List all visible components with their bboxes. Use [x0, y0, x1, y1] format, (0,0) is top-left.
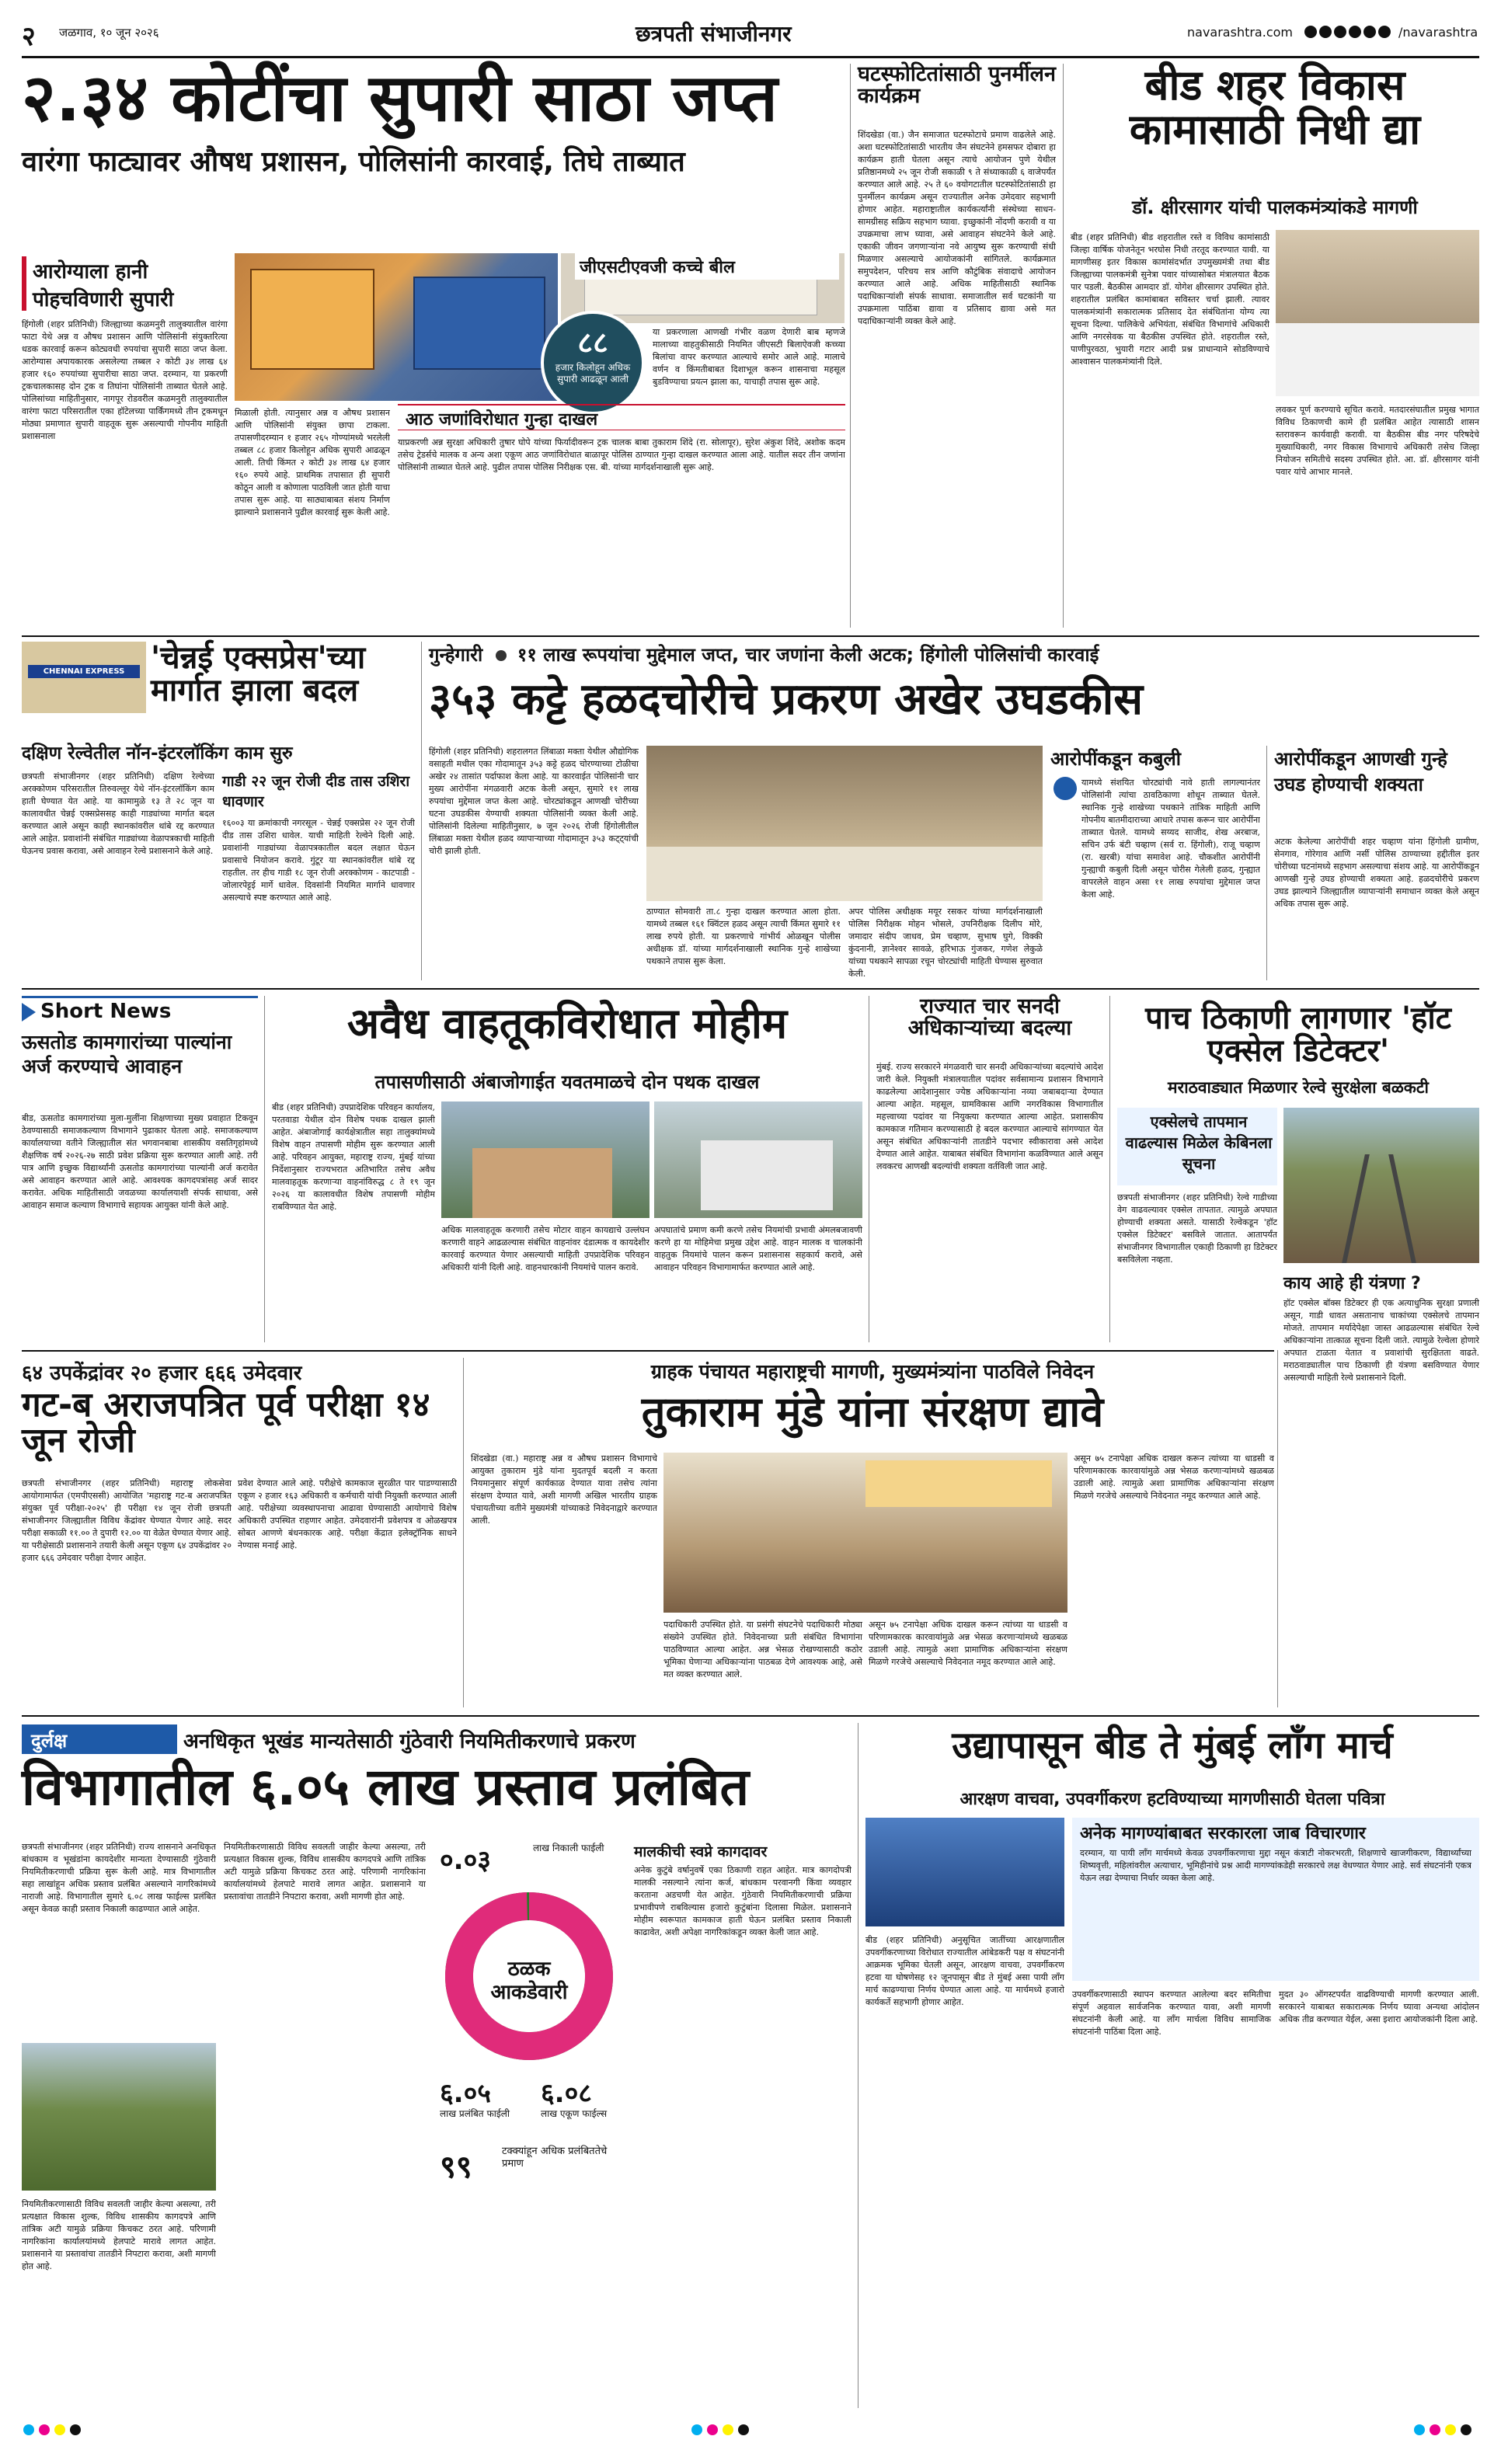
- badge-text: हजार किलोहून अधिक सुपारी आढळून आली: [555, 362, 631, 385]
- beed-photo: [1276, 230, 1479, 396]
- land-col-1: छत्रपती संभाजीनगर (शहर प्रतिनिधी) राज्य शासनाने अनधिकृत बांधकाम व भूखंडांना कायदेशीर मान्यता देण्यासाठी गुंठेवारी नियमितीकरणाची प्रक्रिया सुरू केली आहे. मात्र विभागातील सहा लाखांहून अधिक प्रस्ताव प्रलंबित असल्याने नागरिकांमध्ये नाराजी आहे. विभागातील सुमारे ६.०८ लाख फाईल्स प्रलंबित असून केवळ काही प्रस्ताव निकाली काढण्यात आले आहेत.: [22, 1842, 216, 1914]
- box2-head: आरोपींकडून आणखी गुन्हे उघड होण्याची शक्यता: [1274, 748, 1447, 795]
- registration-marks-left: [23, 2424, 85, 2438]
- exam-headline: गट-ब अराजपत्रित पूर्व परीक्षा १४ जून रोजी: [22, 1385, 430, 1461]
- march-col-3: मुदत ३० ऑगस्टपर्यंत वाढविण्याची मागणी करण्यात आली. सरकारने याबाबत सकारात्मक निर्णय घ्यावा अन्यथा आंदोलन अधिक तीव्र करण्यात येईल, असा इशारा आयोजकांनी दिला आहे.: [1279, 1989, 1479, 2024]
- axle-subhead: मराठवाड्यात मिळणार रेल्वे सुरक्षेला बळकटी: [1168, 1078, 1429, 1097]
- crime-caption: ठाण्यात सोमवारी ता.८ गुन्हा दाखल करण्यात आला होता. यामध्ये तब्बल १६१ क्विंटल हळद असून त्याची किंमत सुमारे ११ लाख रुपये होती. या प्रकरणाचे गांभीर्य ओळखून पोलीस अधीक्षक डॉ. यांच्या मार्गदर्शनाखाली स्थानिक गुन्हे शाखेच्या पथकाने तपास सुरू केला.: [646, 907, 841, 966]
- transport-col-3: अपघातांचे प्रमाण कमी करणे तसेच नियमांची प्रभावी अंमलबजावणी करणे हा या मोहिमेचा प्रमुख उद्देश आहे. वाहन मालक व चालकांनी वाहतुक नियमांचे पालन करून प्रशासनास सहकार्य करावे, असे आवाहन परिवहन विभागामार्फत करण्यात आले आहे.: [654, 1225, 862, 1272]
- magenta-dot: [1430, 2424, 1440, 2435]
- threads-icon[interactable]: [1349, 26, 1361, 38]
- chennai-subhead: दक्षिण रेल्वेतील नॉन-इंटरलॉकिंग काम सुरु: [22, 743, 293, 764]
- stat3-value: ६.०८: [541, 2078, 592, 2109]
- crime-strap-kicker: गुन्हेगारी: [429, 644, 483, 666]
- march-col-1: बीड (शहर प्रतिनिधी) अनुसूचित जातींच्या आरक्षणातील उपवर्गीकरणाच्या विरोधात राज्यातील आंबेडकरी पक्ष व संघटनांनी आक्रमक भूमिका घेतली असून, आरक्षण वाचवा, उपवर्गीकरण हटवा या घोषणेसह १२ जूनपासून बीड ते मुंबई असा पायी लाँग मार्च काढण्याचा निर्णय घेण्यात आला आहे. या मार्चमध्ये हजारो कार्यकर्ते सहभागी होणार आहेत.: [865, 1935, 1064, 2007]
- yellow-dot: [1445, 2424, 1456, 2435]
- short-news-label-box: [22, 996, 258, 1022]
- badge-number: ८८: [577, 325, 608, 360]
- crime-col-2: अपर पोलिस अधीक्षक मयूर रसकर यांच्या मार्गदर्शनाखाली पोलिस निरीक्षक मोहन भोसले, उपनिरीक्षक दिलीप मोरे, जमादार संदीप जाधव, प्रेम चव्हाण, सुभाष घुगे, विक्की कुंदनानी, ज्ञानेश्वर सावळे, हरिभाऊ गुंजकर, गणेश लेकुळे यांच्या पथकाने सापळा रचून चोरट्यांची माहिती घेण्यास सुरुवात केली.: [848, 907, 1043, 979]
- podium-banner: [865, 1460, 1052, 1507]
- cyan-dot: [1414, 2424, 1425, 2435]
- axle-body: छत्रपती संभाजीनगर (शहर प्रतिनिधी) रेल्वे गाडीच्या वेग वाढवल्यावर एक्सेल तापतात. त्यामुळे अपघात होण्याची शक्यता असते. यासाठी रेल्वेकडून 'हॉट एक्सेल डिटेक्टर' बसविले जातात. आतापर्यंत संभाजीनगर विभागातील एकाही ठिकाणी हा डिटेक्टर बसविलेला नव्हता.: [1117, 1192, 1277, 1265]
- stat4-label: टक्क्यांहून अधिक प्रलंबिततेचे प्रमाण: [502, 2146, 608, 2170]
- x-icon[interactable]: [1319, 26, 1332, 38]
- exam-kicker: ६४ उपकेंद्रांवर २० हजार ६६६ उमेदवार: [22, 1362, 302, 1385]
- stat1-value: ०.०३: [440, 1845, 491, 1876]
- rail-left: [1342, 1154, 1370, 1263]
- chennai-col-2: १६००३ या क्रमांकाची नगरसूल - चेन्नई एक्सप्रेस २२ जून रोजी दीड तास उशिरा धावेल. याची माहिती रेल्वेने दिली आहे. प्रवाशांनी गाड्यांच्या वेळापत्रकातील बदल लक्षात घेऊन प्रवासाचे नियोजन करावे. गुंटूर या स्थानकांवरील थांबे रद्द राहतील. तर हीच गाडी १८ जून रोजी अरक्कोणम - काटपाडी - जोलारपेट्टई मार्गे धावेल. दिवसांनी नियमित मार्गाने धावणार असल्याचे स्पष्ट करण्यात आले आहे.: [222, 818, 415, 903]
- chennai-photo: [22, 642, 146, 713]
- box2-body: अटक केलेल्या आरोपींची शहर चव्हाण यांना हिंगोली ग्रामीण, सेनगाव, गोरेगाव आणि नर्सी पोलिस ठाण्याच्या हद्दीतील इतर चोरीच्या घटनांमध्ये सहभाग असल्याचा संशय आहे. या आरोपींकडून आणखी गुन्हे उघड होण्याची शक्यता आहे. हळदचोरीचे प्रकरण उघड झाल्याने जिल्ह्यातील व्यापाऱ्यांनी समाधान व्यक्त केले असून अधिक तपास सुरू आहे.: [1274, 837, 1479, 909]
- beed-subhead: डॉ. क्षीरसागर यांची पालकमंत्र्यांकडे मागणी: [1132, 197, 1418, 218]
- masthead: [22, 17, 1479, 56]
- section-rule: [22, 1715, 1479, 1717]
- mundhe-headline: तुकाराम मुंडे यांना संरक्षण द्यावे: [641, 1387, 1104, 1436]
- col-divider: [421, 642, 422, 980]
- transport-subhead: तपासणीसाठी अंबाजोगाईत यवतमाळचे दोन पथक दाखल: [374, 1071, 760, 1093]
- youtube-icon[interactable]: [1363, 26, 1376, 38]
- section-title: छत्रपती संभाजीनगर: [636, 21, 792, 47]
- rail-right: [1388, 1154, 1416, 1263]
- crime-col-1: हिंगोली (शहर प्रतिनिधी) शहरालगत लिंबाळा मक्ता येथील औद्योगिक वसाहती मधील एका गोदामातून ३५३ कट्टे हळद चोरण्याच्या टोळीचा अखेर २४ तासांत पर्दाफाश केला आहे. या कारवाईत पोलिसांनी चार मुख्य आरोपींना मंगळवारी अटक केली असून, सुमारे ११ लाख रुपयांचा मुद्देमाल जप्त केला आहे. चोरट्यांकडून आणखी चोरीच्या घटना उघडकीस येण्याची शक्यता पोलिसांनी व्यक्त केली आहे. पोलिसांनी दिलेल्या माहितीनुसार, ७ जून २०२६ रोजी हिंगोलीतील लिंबाळा मक्ता येथील हळद व्यापाऱ्याच्या गोदामातून ३५३ कट्ट्यांची चोरी झाली होती.: [429, 747, 639, 856]
- land-strap: अनधिकृत भूखंड मान्यतेसाठी गुंठेवारी नियमितीकरणाचे प्रकरण: [183, 1730, 636, 1753]
- col-divider: [1109, 996, 1110, 1342]
- vehicle: [701, 1140, 833, 1210]
- chennai-headline: 'चेन्नई एक्सप्रेस'च्या मार्गात झाला बदल: [151, 640, 366, 708]
- registration-marks-center: [691, 2424, 754, 2438]
- instagram-icon[interactable]: [1334, 26, 1346, 38]
- meeting-table: [1276, 323, 1479, 396]
- transport-photo-1: [441, 1101, 650, 1218]
- exam-col-2: प्रवेश देण्यात आले आहे. परीक्षेचे कामकाज सुरळीत पार पाडण्यासाठी एकूण २ हजार १६३ अधिकारी व कर्मचारी यांची नियुक्ती करण्यात आली आहे. परीक्षेच्या व्यवस्थापनाचा आढावा घेण्यासाठी आयोगाचे विशेष अधिकारी उपस्थित राहणार आहेत. उमेदवारांनी प्रवेशपत्र व ओळखपत्र सोबत आणणे बंधनकारक आहे. परीक्षा केंद्रात इलेक्ट्रॉनिक साधने नेण्यास मनाई आहे.: [238, 1478, 457, 1550]
- lead-photo-truck: [235, 253, 558, 401]
- divorce-body: शिंदखेडा (वा.) जैन समाजात घटस्फोटाचे प्रमाण वाढलेले आहे. अशा घटस्फोटितांसाठी भारतीय जैन संघटनेने हमसफर दोबारा हा कार्यक्रम हाती घेतला असून त्याचे आयोजन पुणे येथील प्रतिष्ठानमध्ये २५ जून रोजी सकाळी ९ ते संध्याकाळी ६ वाजेपर्यंत करण्यात आले आहे. २५ ते ६० वयोगटातील घटस्फोटितांसाठी हा पुनर्मीलन कार्यक्रम असून राज्यातील अनेक उमेदवार सहभागी होणार आहेत. महाराष्ट्रातील कार्यकर्त्यांनी संस्थेच्या साधन-सामग्रीसह सक्रिय सहभाग घ्यावा. इच्छुकांनी नोंदणी करावी व या उपक्रमाचा लाभ घ्यावा, असे आवाहन संघटनेने केले आहे. एकाकी जीवन जगणाऱ्यांना नवे आयुष्य सुरू करण्याची संधी मिळणार असल्याचे आयोजकांनी सांगितले. कार्यक्रमात समुपदेशन, परिचय सत्र आणि कौटुंबिक संवादाचे आयोजन करण्यात आले आहे. अधिक माहितीसाठी स्थानिक पदाधिकाऱ्यांशी संपर्क साधावा. समाजातील सर्व घटकांनी या उपक्रमाला पाठिंबा द्यावा व प्रतिसाद द्यावा असे मत पदाधिकाऱ्यांनी व्यक्त केले आहे.: [858, 130, 1056, 326]
- section-rule: [22, 988, 1479, 990]
- social-handle[interactable]: /navarashtra: [1398, 25, 1478, 40]
- yellow-dot: [723, 2424, 733, 2435]
- land-side-head: मालकीची स्वप्ने कागदावर: [634, 1843, 768, 1860]
- chennai-sign: CHENNAI EXPRESS: [28, 665, 140, 678]
- black-dot: [70, 2424, 81, 2435]
- short-news-headline: ऊसतोड कामगारांच्या पाल्यांना अर्ज करण्याचे आवाहन: [22, 1031, 232, 1077]
- cyan-dot: [23, 2424, 34, 2435]
- lead-col-2: मिळाली होती. त्यानुसार अन्न व औषध प्रशासन आणि पोलिसांनी संयुक्त छापा टाकला. तपासणीदरम्यान १ हजार २६५ गोण्यांमध्ये भरलेली तब्बल ८८ हजार किलोहून अधिक सुपारी आढळून आली. तिची किंमत २ कोटी ३४ लाख ६४ हजार १६० रुपये आहे. प्राथमिक तपासात ही सुपारी कोठून आली व कोणाला पाठविली जात होती याचा तपास सुरू आहे. या साठ्याबाबत संशय निर्माण झाल्याने प्रशासनाने पुढील कारवाई सुरू केली आहे.: [235, 408, 390, 517]
- mundhe-col-2: पदाधिकारी उपस्थित होते. या प्रसंगी संघटनेचे पदाधिकारी मोठ्या संख्येने उपस्थित होते. निवेदनाच्या प्रती संबंधित विभागांना पाठविण्यात आल्या आहेत. अन्न भेसळ रोखण्यासाठी कठोर भूमिका घेणाऱ्या अधिकाऱ्यांना पाठबळ देणे आवश्यक आहे, असे मत व्यक्त करण्यात आले.: [663, 1620, 862, 1679]
- magenta-dot: [39, 2424, 50, 2435]
- col-divider: [1277, 1350, 1278, 1707]
- lead-kicker-1: आरोग्याला हानी: [33, 260, 148, 284]
- axle-col-2: हॉट एक्सेल बॉक्स डिटेक्टर ही एक अत्याधुनिक सुरक्षा प्रणाली असून, गाडी धावत असतानाच चाकांच्या एक्सेलचे तापमान मोजते. तापमान मर्यादेपेक्षा जास्त आढळल्यास संबंधित रेल्वे अधिकाऱ्यांना तात्काळ सूचना दिली जाते. त्यामुळे रेल्वेला होणारे अपघात टाळता येतात व प्रवाशांची सुरक्षितता वाढते. मराठवाड्यातील पाच ठिकाणी ही यंत्रणा बसविण्यात येणार असल्याची माहिती रेल्वे प्रशासनाने दिली.: [1283, 1298, 1479, 1383]
- exam-col-1: छत्रपती संभाजीनगर (शहर प्रतिनिधी) महाराष्ट्र लोकसेवा आयोगामार्फत (एमपीएससी) आयोजित 'महाराष्ट्र गट-ब अराजपत्रित संयुक्त पूर्व परीक्षा-२०२५' ही परीक्षा १४ जून रोजी छत्रपती संभाजीनगर जिल्ह्यातील विविध केंद्रांवर घेण्यात येणार आहे. सदर परीक्षा सकाळी ११.०० ते दुपारी १२.०० या वेळेत घेण्यात येणार आहे. या परीक्षेसाठी प्रशासनाने तयारी केली असून एकूण ६४ उपकेंद्रांवर २० हजार ६६६ उमेदवार परीक्षा देणार आहेत.: [22, 1478, 232, 1563]
- bullet-icon: [496, 650, 507, 661]
- truck-body-2: [413, 277, 545, 370]
- beed-col-2: लवकर पूर्ण करण्याचे सूचित करावे. मतदारसंघातील प्रमुख भागात विविध ठिकाणची कामे ही प्रलंबित आहेत त्यासाठी शासन स्तरावरून कार्यवाही करावी. या बैठकीस बीड नगर परिषदेचे मुख्याधिकारी, नगर विकास विभागाचे अधिकारी तसेच जिल्हा नियोजन समितीचे सदस्य उपस्थित होते. आ. डॉ. क्षीरसागर यांनी पवार यांचे आभार मानले.: [1276, 405, 1479, 477]
- chennai-col2-head: गाडी २२ जून रोजी दीड तास उशिरा धावणार: [222, 773, 410, 810]
- beed-col-1: बीड (शहर प्रतिनिधी) बीड शहरातील रस्ते व विविध कामांसाठी जिल्हा वार्षिक योजनेतून भरघोस निधी तरतूद करण्यात यावी. या मागणीसह इतर विकास कामांसंदर्भात उपमुख्यमंत्री तथा बीड जिल्ह्याच्या पालकमंत्री सुनेत्रा पवार यांच्यासोबत मंत्रालयात बैठक पार पडली. बैठकीस आमदार डॉ. योगेश क्षीरसागर उपस्थित होते. शहरातील प्रलंबित कामांबाबत सविस्तर चर्चा झाली. त्यावर पालकमंत्र्यांनी सकारात्मक प्रतिसाद देत संबंधितांना योग्य त्या सूचना दिल्या. पालिकेचे अभियंता, संबंधित विभागांचे अधिकारी आणि नगरसेवक या बैठकीस उपस्थित होते. शहरातील रस्ते, पाणीपुरवठा, भुयारी गटार आदी प्रश्न प्राधान्याने सोडविण्याचे आश्वासन पालकमंत्र्यांनी दिले.: [1071, 232, 1269, 367]
- transport-col-2: अधिक मालवाहतूक करणारी तसेच मोटार वाहन कायद्याचे उल्लंघन करणारी वाहने आढळल्यास संबंधित वाहनांवर दंडात्मक व कायदेशीर कारवाई करण्यात येणार असल्याची माहिती उपप्रादेशिक परिवहन अधिकारी यांनी दिली आहे. वाहनधारकांनी नियमांचे पालन करावे.: [441, 1225, 650, 1272]
- yellow-dot: [54, 2424, 65, 2435]
- site-url[interactable]: navarashtra.com: [1187, 25, 1293, 40]
- social-icons[interactable]: [1302, 23, 1391, 38]
- mundhe-col-4: असून ७५ टनापेक्षा अधिक दाखल करून त्यांच्या या धाडसी व परिणामकारक कारवायांमुळे अन्न भेसळ करणाऱ्यांमध्ये खळबळ उडाली आहे. त्यामुळे अशा प्रामाणिक अधिकाऱ्यांना संरक्षण मिळणे गरजेचे असल्याचे निवेदनात नमूद करण्यात आले आहे.: [1074, 1453, 1274, 1501]
- axle-headline: पाच ठिकाणी लागणार 'हॉट एक्सेल डिटेक्टर': [1145, 1001, 1451, 1069]
- lead-col-1: हिंगोली (शहर प्रतिनिधी) जिल्ह्याच्या कळमनुरी तालुक्यातील वारंगा फाटा येथे अन्न व औषध प्रशासन आणि पोलिसांनी संयुक्तरित्या धडक कारवाई करून कोट्यवधी रुपयांचा सुपारी साठा जप्त केला. आरोग्यास अपायकारक असलेल्या तब्बल २ कोटी ३४ लाख ६४ हजार १६० रुपयांच्या सुपारीचा साठा जप्त. दरम्यान, या प्रकरणी ट्रकचालकासह दोन ट्रक व तिघांना पोलिसांनी ताब्यात घेतले आहे. पोलिसांच्या माहितीनुसार, नागपूर रोडवरील कळमनुरी तालुक्यातील वारंगा फाटा परिसरातील एका हॉटेलच्या पार्किंगमध्ये तीन ट्रकमधून मोठ्या प्रमाणात सुपारी वाहतूक सुरू असल्याची गोपनीय माहिती प्रशासनाला: [22, 319, 228, 441]
- masthead-rule: [22, 56, 1479, 58]
- lead-subhead: वारंगा फाट्यावर औषध प्रशासन, पोलिसांनी कारवाई, तिघे ताब्यात: [22, 146, 685, 178]
- land-infographic: [432, 1841, 626, 2408]
- black-dot: [1461, 2424, 1471, 2435]
- axle-q-head: काय आहे ही यंत्रणा ?: [1283, 1274, 1421, 1293]
- sub-body: याप्रकरणी अन्न सुरक्षा अधिकारी तुषार घोपे यांच्या फिर्यादीवरून ट्रक चालक बाबा तुकाराम शिंदे (रा. सोलापूर), सुरेश अंकुश शिंदे, अशोक कदम तसेच ट्रेडर्सचे मालक व अन्य अशा एकूण आठ जणांविरोधात बाळापूर पोलिस ठाण्यात गुन्हा दाखल करण्यात आला आहे. यातील सदर तीन जणांना पोलिसांनी ताब्यात घेतले आहे. पुढील तपास पोलिस निरीक्षक एस. बी. यांच्या मार्गदर्शनाखाली सुरू आहे.: [398, 437, 845, 472]
- page-number: २: [22, 21, 36, 52]
- facebook-icon[interactable]: [1304, 26, 1317, 38]
- col-divider: [1063, 64, 1064, 628]
- magenta-dot: [707, 2424, 718, 2435]
- mundhe-col-1: शिंदखेडा (वा.) महाराष्ट्र अन्न व औषध प्रशासन विभागाचे आयुक्त तुकाराम मुंडे यांना मुदतपूर्व बदली न करता नियमानुसार संपूर्ण कार्यकाळ देण्यात यावा तसेच त्यांना संरक्षण देण्यात यावे, अशी मागणी अखिल भारतीय ग्राहक पंचायतीच्या वतीने मुख्यमंत्री यांच्याकडे निवेदनाद्वारे करण्यात आली.: [471, 1453, 657, 1526]
- railway-photo: [1283, 1108, 1479, 1263]
- box1-head: आरोपींकडून कबुली: [1050, 748, 1181, 770]
- badge-circle: [541, 311, 645, 415]
- photo-label: जीएसटीएवजी कच्चे बील: [575, 253, 839, 280]
- land-photo: [22, 2043, 216, 2191]
- march-headline: उद्यापासून बीड ते मुंबई लाँग मार्च: [952, 1724, 1393, 1767]
- chennai-col-1: छत्रपती संभाजीनगर (शहर प्रतिनिधी) दक्षिण रेल्वेच्या अरक्कोणम परिसरातील तिरुवल्लूर येथे नॉन-इंटरलॉकिंग काम हाती घेण्यात येत आहे. या कामामुळे १३ ते २८ जून या कालावधीत चेन्नई एक्सप्रेससह काही गाड्यांच्या मार्गात बदल करण्यात आले असून काही स्थानकांवरील थांबे रद्द करण्यात आले आहेत. प्रवाशांनी संबंधित गाड्यांच्या वेळापत्रकाची माहिती घेऊनच प्रवास करावा, असे आवाहन रेल्वे प्रशासनाने केले आहे.: [22, 771, 214, 856]
- crime-strap-text: ११ लाख रूपयांचा मुद्देमाल जप्त, चार जणांना केली अटक; हिंगोली पोलिसांची कारवाई: [517, 644, 1099, 666]
- stat2-label: लाख प्रलंबित फाईली: [440, 2108, 510, 2119]
- mundhe-photo: [663, 1453, 1067, 1613]
- officers-headline: राज्यात चार सनदी अधिकाऱ्यांच्या बदल्या: [907, 994, 1072, 1041]
- stat2-value: ६.०५: [440, 2078, 491, 2109]
- mundhe-kicker: ग्राहक पंचायत महाराष्ट्रची मागणी, मुख्यमंत्र्यांना पाठविले निवेदन: [650, 1360, 1095, 1383]
- registration-marks-right: [1414, 2424, 1476, 2438]
- march-box-body: दरम्यान, या पायी लाँग मार्चमध्ये केवळ उपवर्गीकरणाचा मुद्दा नसून कंत्राटी नोकरभरती, शिक्षणाचे खाजगीकरण, विद्यार्थ्यांच्या शिष्यवृत्ती, महिलांवरील अत्याचार, भूमिहीनांचे प्रश्न आदी मागण्यांकडेही सरकारचे लक्ष वेधण्यात येणार आहे. सर्व संघटनांनी एकत्र येऊन लढा देण्याचा निर्धार व्यक्त केला आहे.: [1080, 1848, 1471, 1883]
- crime-strap: [429, 642, 1479, 667]
- linkedin-icon[interactable]: [1378, 26, 1391, 38]
- officers-body: मुंबई. राज्य सरकारने मंगळवारी चार सनदी अधिकाऱ्यांच्या बदल्यांचे आदेश जारी केले. नियुक्ती मंत्रालयातील पदांवर सर्वसामान्य प्रशासन विभागाने काढलेल्या आदेशानुसार ज्येष्ठ अधिकाऱ्यांना नव्या जबाबदाऱ्या देण्यात आल्या आहेत. महसूल, ग्रामविकास आणि नगरविकास विभागातील महत्त्वाच्या पदांवर या नियुक्त्या करण्यात आल्या आहेत. प्रशासकीय कामकाज गतिमान करण्यासाठी हे बदल करण्यात आल्याचे सांगण्यात येत असून संबंधित अधिकाऱ्यांनी तातडीने पदभार स्वीकारावा असे आदेश देण्यात आले आहेत. याबाबत संबंधित विभागांना कळविण्यात आले असून लवकरच आणखी बदल्यांची शक्यता वर्तविली जात आहे.: [876, 1062, 1103, 1171]
- officers-group: [472, 1148, 612, 1218]
- mundhe-col-3: असून ७५ टनापेक्षा अधिक दाखल करून त्यांच्या या धाडसी व परिणामकारक कारवायांमुळे अन्न भेसळ करणाऱ्यांमध्ये खळबळ उडाली आहे. त्यामुळे अशा प्रामाणिक अधिकाऱ्यांना संरक्षण मिळणे गरजेचे असल्याचे निवेदनात नमूद करण्यात आले आहे.: [869, 1620, 1067, 1667]
- box1-body: यामध्ये संशयित चोरट्यांची नावे हाती लागल्यानंतर पोलिसांनी त्यांचा ठावठिकाणा शोधून ताब्यात घेतले. स्थानिक गुन्हे शाखेच्या पथकाने तांत्रिक माहिती आणि गोपनीय बातमीदाराच्या आधारे तपास करून चार आरोपींना ताब्यात घेतले. यामध्ये सय्यद साजीद, शेख अरबाज, सचिन उर्फ बंटी चव्हाण (सर्व रा. हिंगोली), राजू चव्हाण (रा. खरबी) यांचा समावेश आहे. चौकशीत आरोपींनी गुन्ह्याची कबुली दिली असून चोरीस गेलेली हळद, गुन्ह्यात वापरलेले वाहन असा ११ लाख रुपयांचा मुद्देमाल जप्त केला आहे.: [1081, 778, 1260, 900]
- lead-headline: २.३४ कोटींचा सुपारी साठा जप्त: [22, 60, 778, 136]
- facebook-badge-icon: [1053, 777, 1077, 800]
- land-col-2: नियमितीकरणासाठी विविध सवलती जाहीर केल्या असल्या, तरी प्रत्यक्षात विकास शुल्क, विविध शासकीय कागदपत्रे आणि तांत्रिक अटी यामुळे प्रक्रिया किचकट ठरत आहे. परिणामी नागरिकांना कार्यालयांमध्ये हेलपाटे मारावे लागत आहेत. प्रशासनाने या प्रस्तावांचा तातडीने निपटारा करावा, अशी मागणी होत आहे.: [224, 1842, 426, 1902]
- march-photo: [865, 1818, 1064, 1926]
- crime-photo: [646, 746, 1043, 901]
- stat4-value: ९९: [440, 2149, 472, 2185]
- turmeric-sacks: [646, 847, 1043, 901]
- section-rule: [22, 1350, 1274, 1352]
- divorce-headline: घटस्फोटितांसाठी पुनर्मीलन कार्यक्रम: [858, 62, 1056, 109]
- short-news-body: बीड, ऊसतोड कामगारांच्या मुला-मुलींना शिक्षणाच्या मुख्य प्रवाहात टिकवून ठेवण्यासाठी समाजकल्याण विभागाने पुढाकार घेतला आहे. समाजकल्याण कार्यालयाच्या वतीने जिल्ह्यातील संत भगवानबाबा शासकीय वसतिगृहांमध्ये शैक्षणिक वर्ष २०२६-२७ साठी प्रवेश प्रक्रिया सुरू करण्यात आली आहे. तरी पात्र आणि इच्छुक विद्यार्थ्यांनी ऊसतोड कामगारांच्या पाल्यांनी अर्ज करावेत असे आवाहन करण्यात आले आहे. आवश्यक कागदपत्रांसह अर्ज सादर करावेत. अधिक माहितीसाठी जवळच्या कार्यालयाशी संपर्क साधावा, असे आवाहन समाज कल्याण विभागाचे सहायक आयुक्त यांनी केले आहे.: [22, 1113, 258, 1210]
- truck-body-1: [250, 269, 374, 370]
- lead-kicker-2: पोहचविणारी सुपारी: [33, 288, 174, 311]
- col-divider: [850, 64, 851, 628]
- land-headline: विभागातील ६.०५ लाख प्रस्ताव प्रलंबित: [22, 1757, 750, 1817]
- march-box-head: अनेक मागण्यांबाबत सरकारला जाब विचारणार: [1080, 1824, 1366, 1843]
- land-tag-text: दुर्लक्ष: [31, 1730, 68, 1752]
- lead-col-3: या प्रकरणाला आणखी गंभीर वळण देणारी बाब म्हणजे मालाच्या वाहतुकीसाठी नियमित जीएसटी बिलाऐवजी कच्च्या बिलांचा वापर करण्यात आल्याचे समोर आले आहे. मालाचे वर्णन व किंमतीबाबत दिशाभूल करून शासनाचा महसूल बुडविण्याचा प्रयत्न झाला का, याचाही तपास सुरू आहे.: [653, 327, 845, 387]
- axle-box-head: एक्सेलचे तापमान वाढल्यास मिळेल केबिनला सूचना: [1125, 1112, 1273, 1173]
- stat3-label: लाख एकूण फाईल्स: [541, 2108, 608, 2119]
- transport-photo-2: [654, 1101, 862, 1218]
- cyan-dot: [691, 2424, 702, 2435]
- beed-headline: बीड शहर विकास कामासाठी निधी द्या: [1129, 61, 1421, 154]
- transport-headline: अवैध वाहतूकविरोधात मोहीम: [347, 999, 788, 1048]
- section-rule: [22, 635, 1479, 637]
- short-news-icon: [22, 1003, 36, 1021]
- edition-date: जळगाव, १० जून २०२६: [59, 26, 159, 40]
- col-divider: [264, 996, 265, 1342]
- short-news-label: Short News: [40, 1000, 172, 1023]
- land-col-1b: नियमितीकरणासाठी विविध सवलती जाहीर केल्या असल्या, तरी प्रत्यक्षात विकास शुल्क, विविध शासकीय कागदपत्रे आणि तांत्रिक अटी यामुळे प्रक्रिया किचकट ठरत आहे. परिणामी नागरिकांना कार्यालयांमध्ये हेलपाटे मारावे लागत आहेत. प्रशासनाने या प्रस्तावांचा तातडीने निपटारा करावा, अशी मागणी होत आहे.: [22, 2199, 216, 2271]
- lead-kicker-bar: [22, 256, 26, 311]
- transport-col-1: बीड (शहर प्रतिनिधी) उपप्रादेशिक परिवहन कार्यालय, परतवाडा येथील दोन विशेष पथक दाखल झाली आहेत. अंबाजोगाई कार्यक्षेत्रातील सहा तालुक्यांमध्ये विशेष वाहन तपासणी मोहीम सुरू करण्यात आली आहे. परिवहन आयुक्त, महाराष्ट्र राज्य, मुंबई यांच्या निर्देशानुसार राज्यभरात अतिभारित तसेच अवैध मालवाहतूक करणाऱ्या वाहनांविरुद्ध ८ ते १९ जून २०२६ या कालावधीत विशेष तपासणी मोहीम राबविण्यात येत आहे.: [272, 1102, 435, 1212]
- march-subhead: आरक्षण वाचवा, उपवर्गीकरण हटविण्याच्या मागणीसाठी घेतला पवित्रा: [959, 1790, 1385, 1809]
- crime-headline: ३५३ कट्टे हळदचोरीचे प्रकरण अखेर उघडकीस: [429, 674, 1144, 725]
- black-dot: [738, 2424, 749, 2435]
- land-tag: [22, 1724, 177, 1754]
- march-col-2: उपवर्गीकरणासाठी स्थापन करण्यात आलेल्या बदर समितीचा संपूर्ण अहवाल सार्वजनिक करण्यात यावा, अशी मागणी संघटनांनी केली आहे. या लाँग मार्चला विविध सामाजिक संघटनांनी पाठिंबा दिला आहे.: [1072, 1989, 1271, 2037]
- land-side-body: अनेक कुटुंबे वर्षानुवर्षे एका ठिकाणी राहत आहेत. मात्र कागदोपत्री मालकी नसल्याने त्यांना कर्ज, बांधकाम परवानगी किंवा व्यवहार करताना अडचणी येत आहेत. गुंठेवारी नियमितीकरणाची प्रक्रिया प्रभावीपणे राबविल्यास हजारो कुटुंबांना दिलासा मिळेल. प्रशासनाने मोहीम स्वरूपात कामकाज हाती घेऊन प्रलंबित प्रस्ताव निकाली काढावेत, अशी अपेक्षा नागरिकांकडून व्यक्त केली जात आहे.: [634, 1865, 851, 1937]
- sub-headline: आठ जणांविरोधात गुन्हा दाखल: [406, 410, 598, 430]
- infographic-title: ठळक आकडेवारी: [490, 1958, 568, 2004]
- stat1-label: लाख निकाली फाईली: [533, 1843, 604, 1853]
- col-divider: [463, 1358, 464, 1707]
